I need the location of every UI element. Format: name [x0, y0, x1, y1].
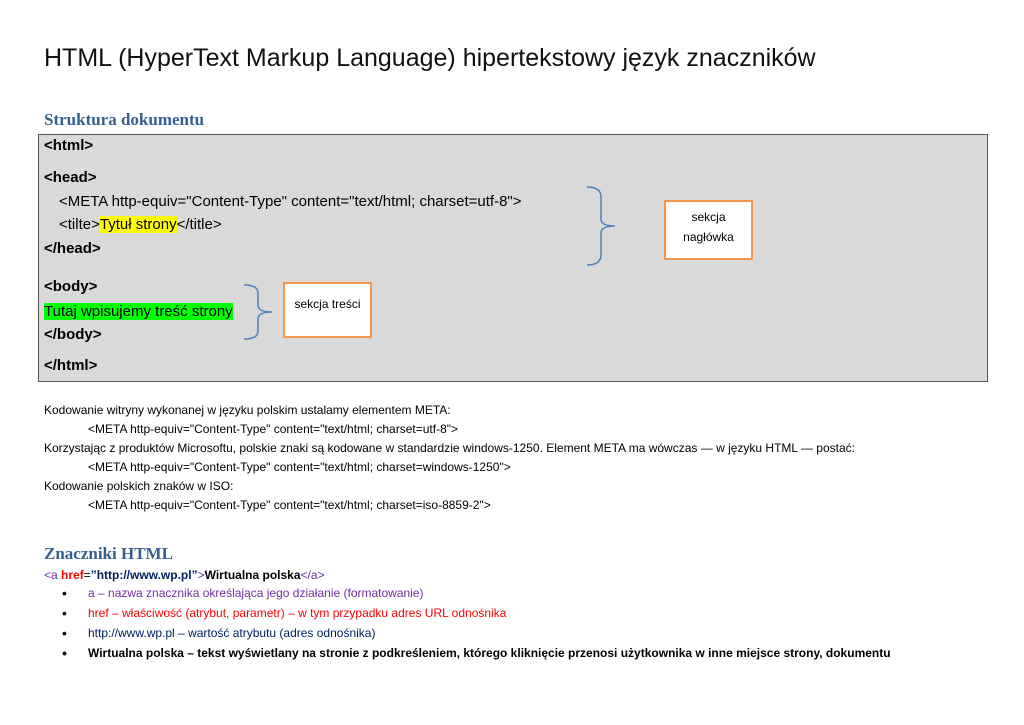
list-item: • a – nazwa znacznika określająca jego działanie (formatowanie) [62, 586, 891, 606]
code-title-text: Tytuł strony [99, 216, 177, 233]
encoding-code-3: <META http-equiv="Content-Type" content="text/html; charset=iso-8859-2"> [88, 498, 491, 512]
encoding-paragraph-3: Kodowanie polskich znaków w ISO: [44, 479, 234, 493]
list-item: • href – właściwość (atrybut, parametr) – w tym przypadku adres URL odnośnika [62, 606, 891, 626]
code-head-close: </head> [44, 240, 101, 257]
code-body-text [44, 303, 233, 320]
heading-html-tags: Znaczniki HTML [44, 544, 173, 563]
label-header-line2: nagłówka [683, 230, 734, 244]
code-body-text-highlight: Tutaj wpisujemy treść strony [44, 303, 233, 320]
list-item: • http://www.wp.pl – wartość atrybutu (adres odnośnika) [62, 626, 891, 646]
label-header-line1: sekcja [691, 210, 726, 224]
anchor-equals: = [83, 568, 91, 582]
encoding-paragraph-2: Korzystając z produktów Microsoftu, polskie znaki są kodowane w standardzie windows-1250. Element META ma wówczas — w języku HTML — postać: [44, 441, 855, 455]
code-body-open: <body> [44, 278, 98, 295]
anchor-href-attr: href [61, 568, 84, 582]
anchor-open-tag: <a [44, 568, 62, 582]
code-title-line [59, 216, 222, 233]
label-content-text: sekcja treści [294, 297, 361, 311]
label-header-section [664, 200, 753, 260]
anchor-example [44, 568, 325, 582]
encoding-code-1: <META http-equiv="Content-Type" content="text/html; charset=utf-8"> [88, 422, 459, 436]
code-title-close: </title> [176, 216, 222, 233]
anchor-close-tag: </a> [300, 568, 325, 582]
anchor-href-value: ”http://www.wp.pl” [90, 568, 198, 582]
code-html-open: <html> [44, 137, 94, 154]
tag-explanation-list [62, 586, 891, 666]
list-item: • Wirtualna polska – tekst wyświetlany na stronie z podkreśleniem, którego kliknięcie przenosi użytkownika w inne miejsce strony, dokumentu [62, 646, 891, 666]
code-example-box [38, 134, 988, 382]
header-brace-icon [585, 185, 625, 267]
code-body-close: </body> [44, 326, 102, 343]
anchor-link-text: Wirtualna polska [204, 568, 301, 582]
code-html-close: </html> [44, 357, 98, 374]
code-head-open: <head> [44, 169, 97, 186]
content-brace-icon [242, 283, 282, 341]
label-content-section [283, 282, 372, 338]
heading-structure: Struktura dokumentu [44, 110, 205, 129]
anchor-gt: > [197, 568, 205, 582]
encoding-paragraph-1: Kodowanie witryny wykonanej w języku polskim ustalamy elementem META: [44, 403, 451, 417]
page-title: HTML (HyperText Markup Language) hipertekstowy język znaczników [44, 44, 816, 72]
code-title-open: <tilte> [59, 216, 100, 233]
encoding-code-2: <META http-equiv="Content-Type" content="text/html; charset=windows-1250"> [88, 460, 511, 474]
code-meta-line: <META http-equiv="Content-Type" content="text/html; charset=utf-8"> [59, 193, 522, 210]
